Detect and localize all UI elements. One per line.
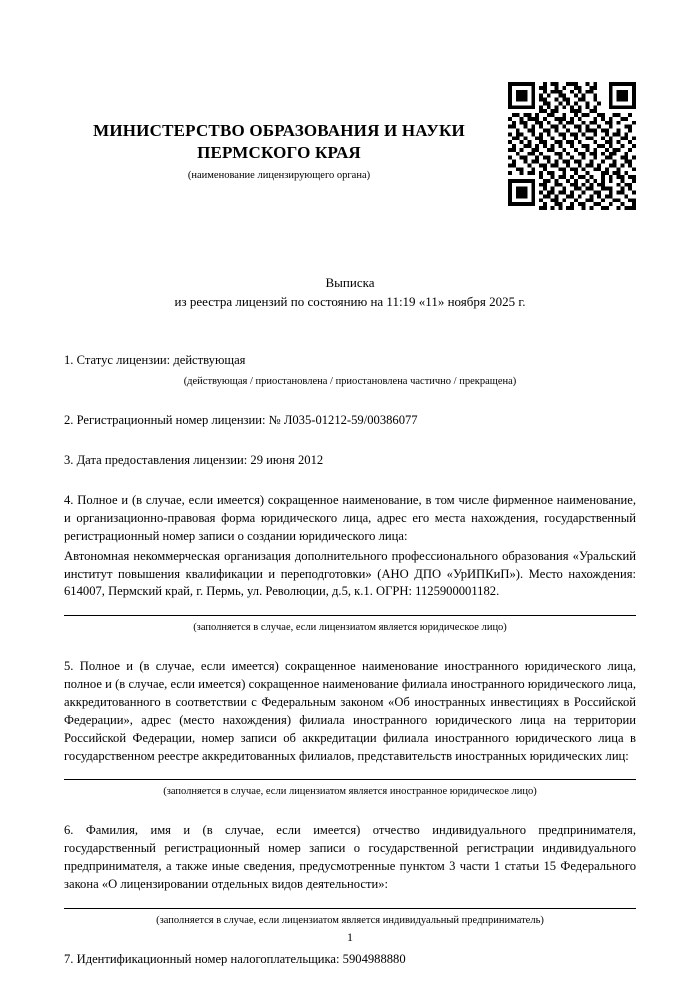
section-foreign-entity-note: (заполняется в случае, если лицензиатом является иностранное юридическое лицо) (163, 786, 537, 798)
section-individual-entrepreneur-note: (заполняется в случае, если лицензиатом является индивидуальный предприниматель) (156, 914, 544, 926)
section-license-date-text: 3. Дата предоставления лицензии: 29 июня 2012 (64, 453, 324, 468)
section-inn-text: 7. Идентификационный номер налогоплательщика: 5904988880 (64, 951, 406, 966)
organization-title-line2: ПЕРМСКОГО КРАЯ (197, 142, 361, 162)
section-inn (64, 951, 636, 969)
section-legal-entity-note: (заполняется в случае, если лицензиатом является юридическое лицо) (193, 622, 507, 634)
page-number: 1 (347, 930, 353, 944)
section-individual-entrepreneur-rule (64, 908, 636, 909)
section-legal-entity-text: 4. Полное и (в случае, если имеется) сокращенное наименование, в том числе фирменное наименование, и организационно-правовая форма юридического лица, адрес его места нахождения, государственный регистрационный номер записи о создании юридического лица: (64, 493, 636, 543)
section-registration-number (64, 412, 636, 430)
document-title-line2: из реестра лицензий по состоянию на 11:19 «11» ноября 2025 г. (174, 294, 526, 309)
document-title-line1: Выписка (325, 274, 375, 290)
section-individual-entrepreneur-text: 6. Фамилия, имя и (в случае, если имеется) отчество индивидуального предпринимателя, государственный регистрационный номер записи о государственной регистрации индивидуального предпринимателя, а также иные сведения, предусмотренные пунктом 3 части 1 статьи 15 Федерального закона «О лицензировании отдельных видов деятельности»: (64, 823, 636, 891)
section-status-note: (действующая / приостановлена / приостановлена частично / прекращена) (183, 376, 517, 388)
section-foreign-entity (64, 658, 636, 800)
document-title (64, 273, 636, 312)
section-individual-entrepreneur (64, 822, 636, 928)
organization-title-line1: МИНИСТЕРСТВО ОБРАЗОВАНИЯ И НАУКИ (93, 121, 465, 140)
section-registration-number-text: 2. Регистрационный номер лицензии: № Л035-01212-59/00386077 (64, 413, 418, 428)
section-foreign-entity-text: 5. Полное и (в случае, если имеется) сокращенное наименование иностранного юридического лица, полное и (в случае, если имеется) сокращенное наименование филиала иностранного юридического лица, аккредитованного в соответствии с Федеральным законом «Об иностранных инвестициях в Российской Федерации», адрес (место нахождения) филиала иностранного юридического лица на территории Российской Федерации, номер записи об аккредитации филиала иностранного юридического лица в государственном реестре аккредитованных филиалов, представительств иностранных юридических лиц: (64, 659, 636, 763)
section-legal-entity (64, 492, 636, 636)
section-legal-entity-rule (64, 615, 636, 616)
qr-code-icon (508, 82, 636, 210)
section-status (64, 352, 636, 391)
section-license-date (64, 452, 636, 470)
section-status-text: 1. Статус лицензии: действующая (64, 352, 246, 367)
organization-note: (наименование лицензирующего органа) (187, 169, 371, 181)
section-foreign-entity-rule (64, 779, 636, 780)
section-legal-entity-body: Автономная некоммерческая организация дополнительного профессионального образования «Уральский институт повышения квалификации и переподготовки» (АНО ДПО «УрИПКиП»). Место нахождения: 614007, Пермский край, г. Пермь, ул. Революции, д.5, к.1. ОГРН: 1125900001182. (64, 548, 636, 599)
